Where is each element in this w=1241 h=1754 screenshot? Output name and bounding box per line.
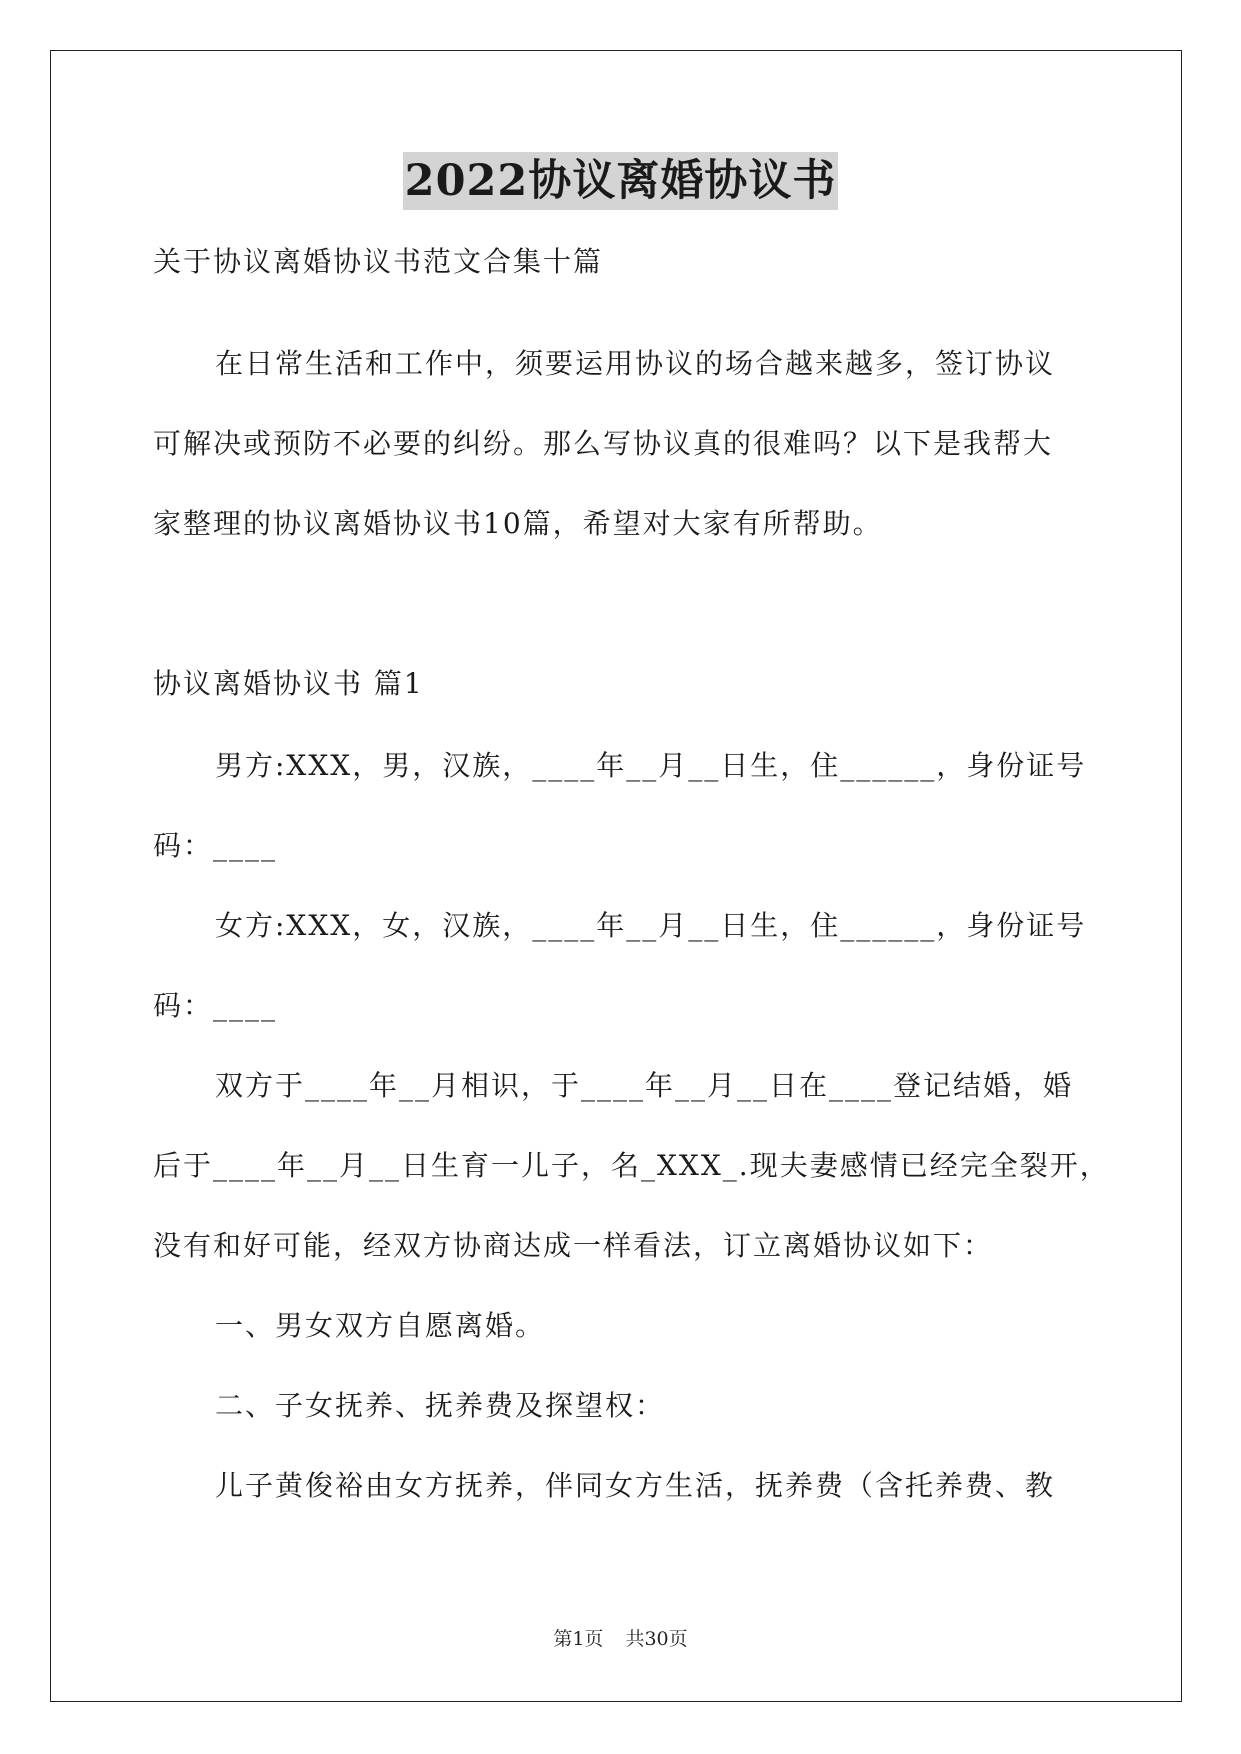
page-number: 第1页 xyxy=(553,1628,604,1650)
body-line: 双方于____年__月相识，于____年__月__日在____登记结婚，婚 xyxy=(215,1069,1074,1102)
page-border xyxy=(50,50,1182,1702)
body-line: 男方:XXX，男，汉族，____年__月__日生，住______，身份证号 xyxy=(215,749,1087,782)
page-footer xyxy=(0,1624,1241,1651)
body-line: 二、子女抚养、抚养费及探望权： xyxy=(215,1389,666,1422)
section-heading: 协议离婚协议书 篇1 xyxy=(153,667,424,700)
body-line: 儿子黄俊裕由女方抚养，伴同女方生活，抚养费（含托养费、教 xyxy=(215,1469,1056,1502)
body-line: 后于____年__月__日生育一儿子，名_XXX_.现夫妻感情已经完全裂开， xyxy=(153,1149,1110,1182)
intro-line: 可解决或预防不必要的纠纷。那么写协议真的很难吗？以下是我帮大 xyxy=(153,427,1054,460)
body-line: 码：____ xyxy=(153,829,278,862)
document-title: 2022协议离婚协议书 xyxy=(403,152,839,210)
body-line: 码：____ xyxy=(153,989,278,1022)
body-line: 没有和好可能，经双方协商达成一样看法，订立离婚协议如下： xyxy=(153,1229,994,1262)
intro-line: 在日常生活和工作中，须要运用协议的场合越来越多，签订协议 xyxy=(215,347,1056,380)
title-container xyxy=(0,152,1241,210)
intro-line: 家整理的协议离婚协议书10篇，希望对大家有所帮助。 xyxy=(153,507,883,540)
body-line: 女方:XXX，女，汉族，____年__月__日生，住______，身份证号 xyxy=(215,909,1087,942)
body-line: 一、男女双方自愿离婚。 xyxy=(215,1309,546,1342)
document-subtitle: 关于协议离婚协议书范文合集十篇 xyxy=(153,245,604,278)
page-total: 共30页 xyxy=(625,1628,688,1650)
